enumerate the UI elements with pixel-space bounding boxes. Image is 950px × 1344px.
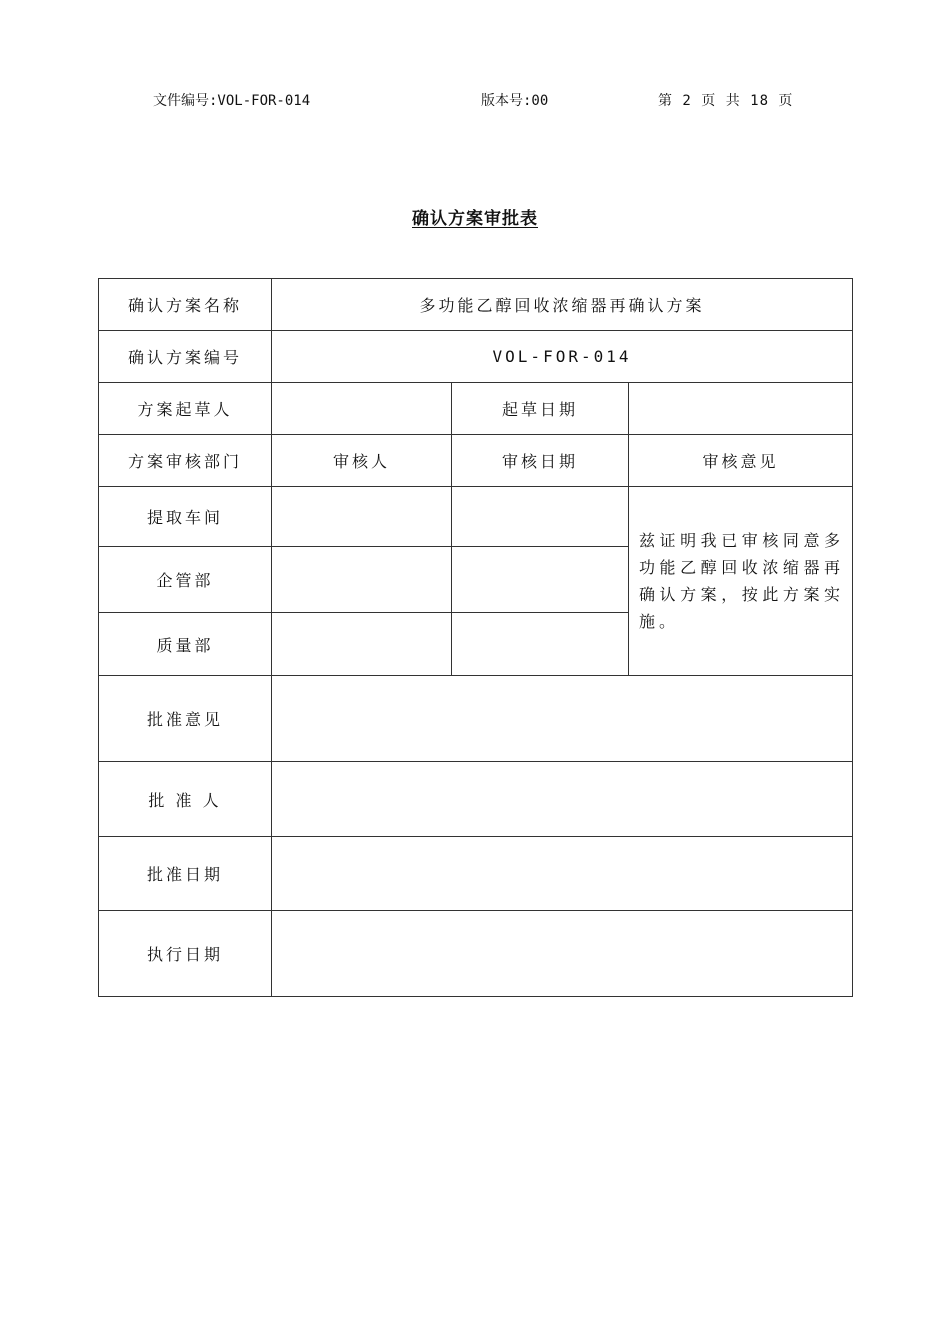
plan-code-value[interactable]: VOL-FOR-014	[272, 331, 853, 383]
dept-review-date-value[interactable]	[452, 487, 629, 547]
drafter-label: 方案起草人	[99, 383, 272, 435]
approval-form-table	[98, 278, 853, 997]
review-dept-header: 方案审核部门	[99, 435, 272, 487]
review-date-header: 审核日期	[452, 435, 629, 487]
review-opinion-text: 兹证明我已审核同意多功能乙醇回收浓缩器再确认方案，按此方案实施。	[629, 487, 853, 676]
execution-date-value[interactable]	[272, 911, 853, 997]
table-row	[99, 676, 853, 762]
page-header	[0, 90, 950, 112]
plan-name-value[interactable]: 多功能乙醇回收浓缩器再确认方案	[272, 279, 853, 331]
plan-name-label: 确认方案名称	[99, 279, 272, 331]
approval-date-value[interactable]	[272, 837, 853, 911]
page-indicator: 第 2 页 共 18 页	[658, 93, 794, 109]
form-title	[0, 204, 950, 229]
document-number: 文件编号:VOL-FOR-014	[153, 93, 311, 109]
version-number: 版本号:00	[481, 93, 549, 109]
dept-name: 企管部	[99, 547, 272, 613]
reviewer-header: 审核人	[272, 435, 452, 487]
plan-code-label: 确认方案编号	[99, 331, 272, 383]
dept-name: 质量部	[99, 613, 272, 676]
draft-date-label: 起草日期	[452, 383, 629, 435]
drafter-value[interactable]	[272, 383, 452, 435]
form-title-text: 确认方案审批表	[412, 209, 538, 229]
approver-value[interactable]	[272, 762, 853, 837]
dept-review-date-value[interactable]	[452, 613, 629, 676]
dept-reviewer-value[interactable]	[272, 613, 452, 676]
table-row	[99, 837, 853, 911]
approver-label: 批 准 人	[99, 762, 272, 837]
dept-reviewer-value[interactable]	[272, 487, 452, 547]
table-row	[99, 383, 853, 435]
draft-date-value[interactable]	[629, 383, 853, 435]
dept-reviewer-value[interactable]	[272, 547, 452, 613]
dept-review-date-value[interactable]	[452, 547, 629, 613]
table-row	[99, 435, 853, 487]
review-opinion-header: 审核意见	[629, 435, 853, 487]
approval-opinion-value[interactable]	[272, 676, 853, 762]
table-row	[99, 487, 853, 547]
table-row	[99, 331, 853, 383]
dept-name: 提取车间	[99, 487, 272, 547]
table-row	[99, 911, 853, 997]
table-row	[99, 279, 853, 331]
table-row	[99, 762, 853, 837]
approval-opinion-label: 批准意见	[99, 676, 272, 762]
execution-date-label: 执行日期	[99, 911, 272, 997]
approval-date-label: 批准日期	[99, 837, 272, 911]
